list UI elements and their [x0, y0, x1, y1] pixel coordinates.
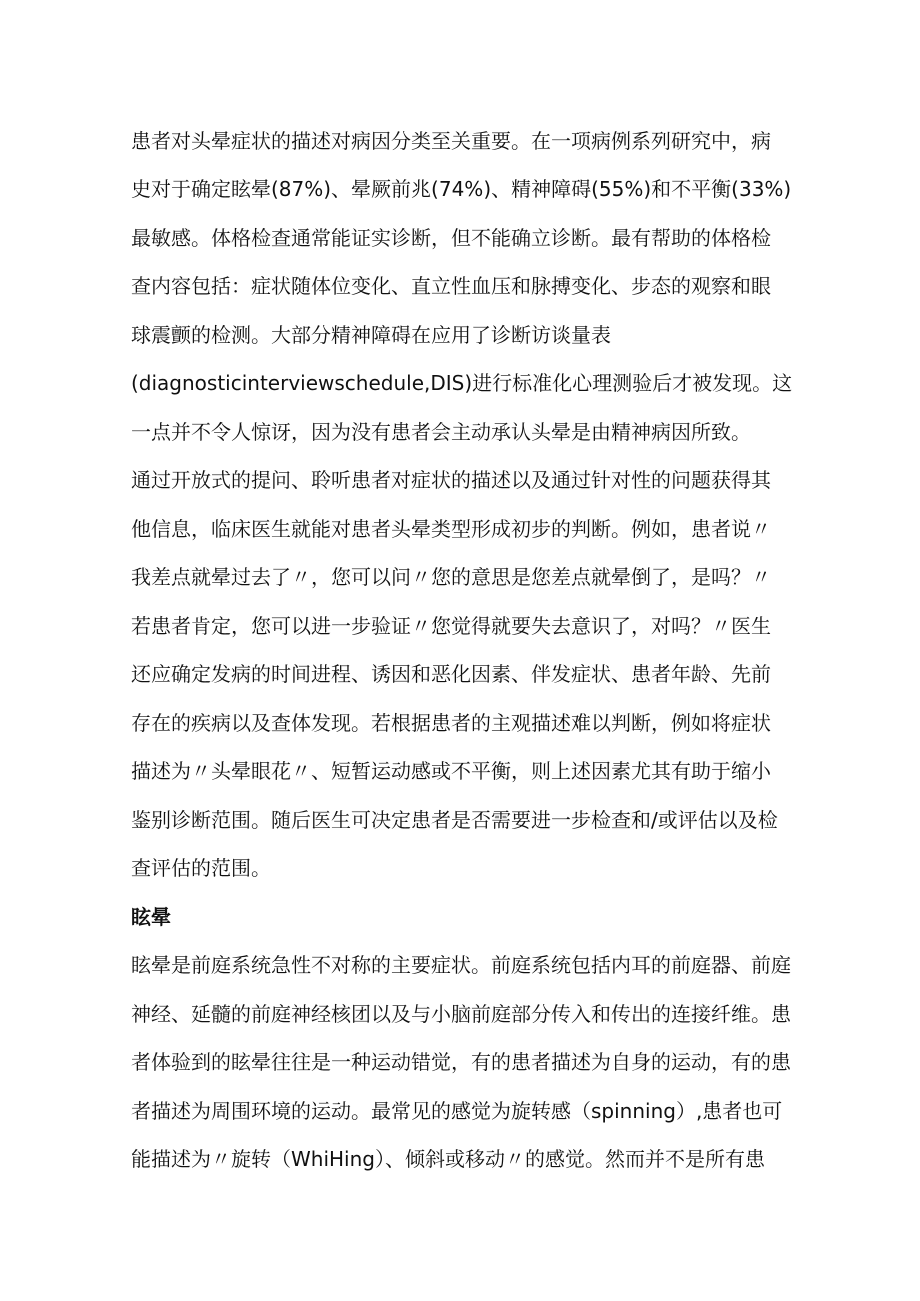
text-line: 存在的疾病以及查体发现。若根据患者的主观描述难以判断，例如将症状: [131, 711, 771, 735]
text-line: 通过开放式的提问、聆听患者对症状的描述以及通过针对性的问题获得其: [131, 468, 771, 492]
text-line: 史对于确定眩晕(87%)、晕厥前兆(74%)、精神障碍(55%)和不平衡(33%): [131, 177, 792, 201]
text-line: 眩晕是前庭系统急性不对称的主要症状。前庭系统包括内耳的前庭器、前庭: [131, 953, 791, 977]
text-line: 神经、延髓的前庭神经核团以及与小脑前庭部分传入和传出的连接纤维。患: [131, 1002, 791, 1026]
text-line: 描述为〃头晕眼花〃、短暂运动感或不平衡，则上述因素尤其有助于缩小: [131, 759, 771, 783]
text-line: 若患者肯定，您可以进一步验证〃您觉得就要失去意识了，对吗？〃医生: [131, 614, 771, 638]
text-line: 还应确定发病的时间进程、诱因和恶化因素、伴发症状、患者年龄、先前: [131, 662, 771, 686]
text-line: 者体验到的眩晕往往是一种运动错觉，有的患者描述为自身的运动，有的患: [131, 1050, 791, 1074]
text-line: 者描述为周围环境的运动。最常见的感觉为旋转感（spinning）,患者也可: [131, 1099, 783, 1123]
text-line: 鉴别诊断范围。随后医生可决定患者是否需要进一步检查和/或评估以及检: [131, 808, 778, 832]
text-line: 我差点就晕过去了〃，您可以问〃您的意思是您差点就晕倒了，是吗？〃: [131, 565, 771, 589]
section-heading: 眩晕: [131, 905, 171, 929]
text-line: 查评估的范围。: [131, 856, 271, 880]
text-line: 能描述为〃旋转（WhiHing）、倾斜或移动〃的感觉。然而并不是所有患: [131, 1147, 765, 1171]
text-line: 一点并不令人惊讶，因为没有患者会主动承认头晕是由精神病因所致。: [131, 420, 751, 444]
text-line: 查内容包括：症状随体位变化、直立性血压和脉搏变化、步态的观察和眼: [131, 274, 771, 298]
text-line: 球震颤的检测。大部分精神障碍在应用了诊断访谈量表: [131, 323, 611, 347]
text-line: 他信息，临床医生就能对患者头晕类型形成初步的判断。例如，患者说〃: [131, 517, 771, 541]
text-line: (diagnosticinterviewschedule,DIS)进行标准化心理测验后才被发现。这: [131, 371, 793, 395]
text-line: 患者对头晕症状的描述对病因分类至关重要。在一项病例系列研究中，病: [131, 129, 771, 153]
text-line: 最敏感。体格检查通常能证实诊断，但不能确立诊断。最有帮助的体格检: [131, 226, 771, 250]
